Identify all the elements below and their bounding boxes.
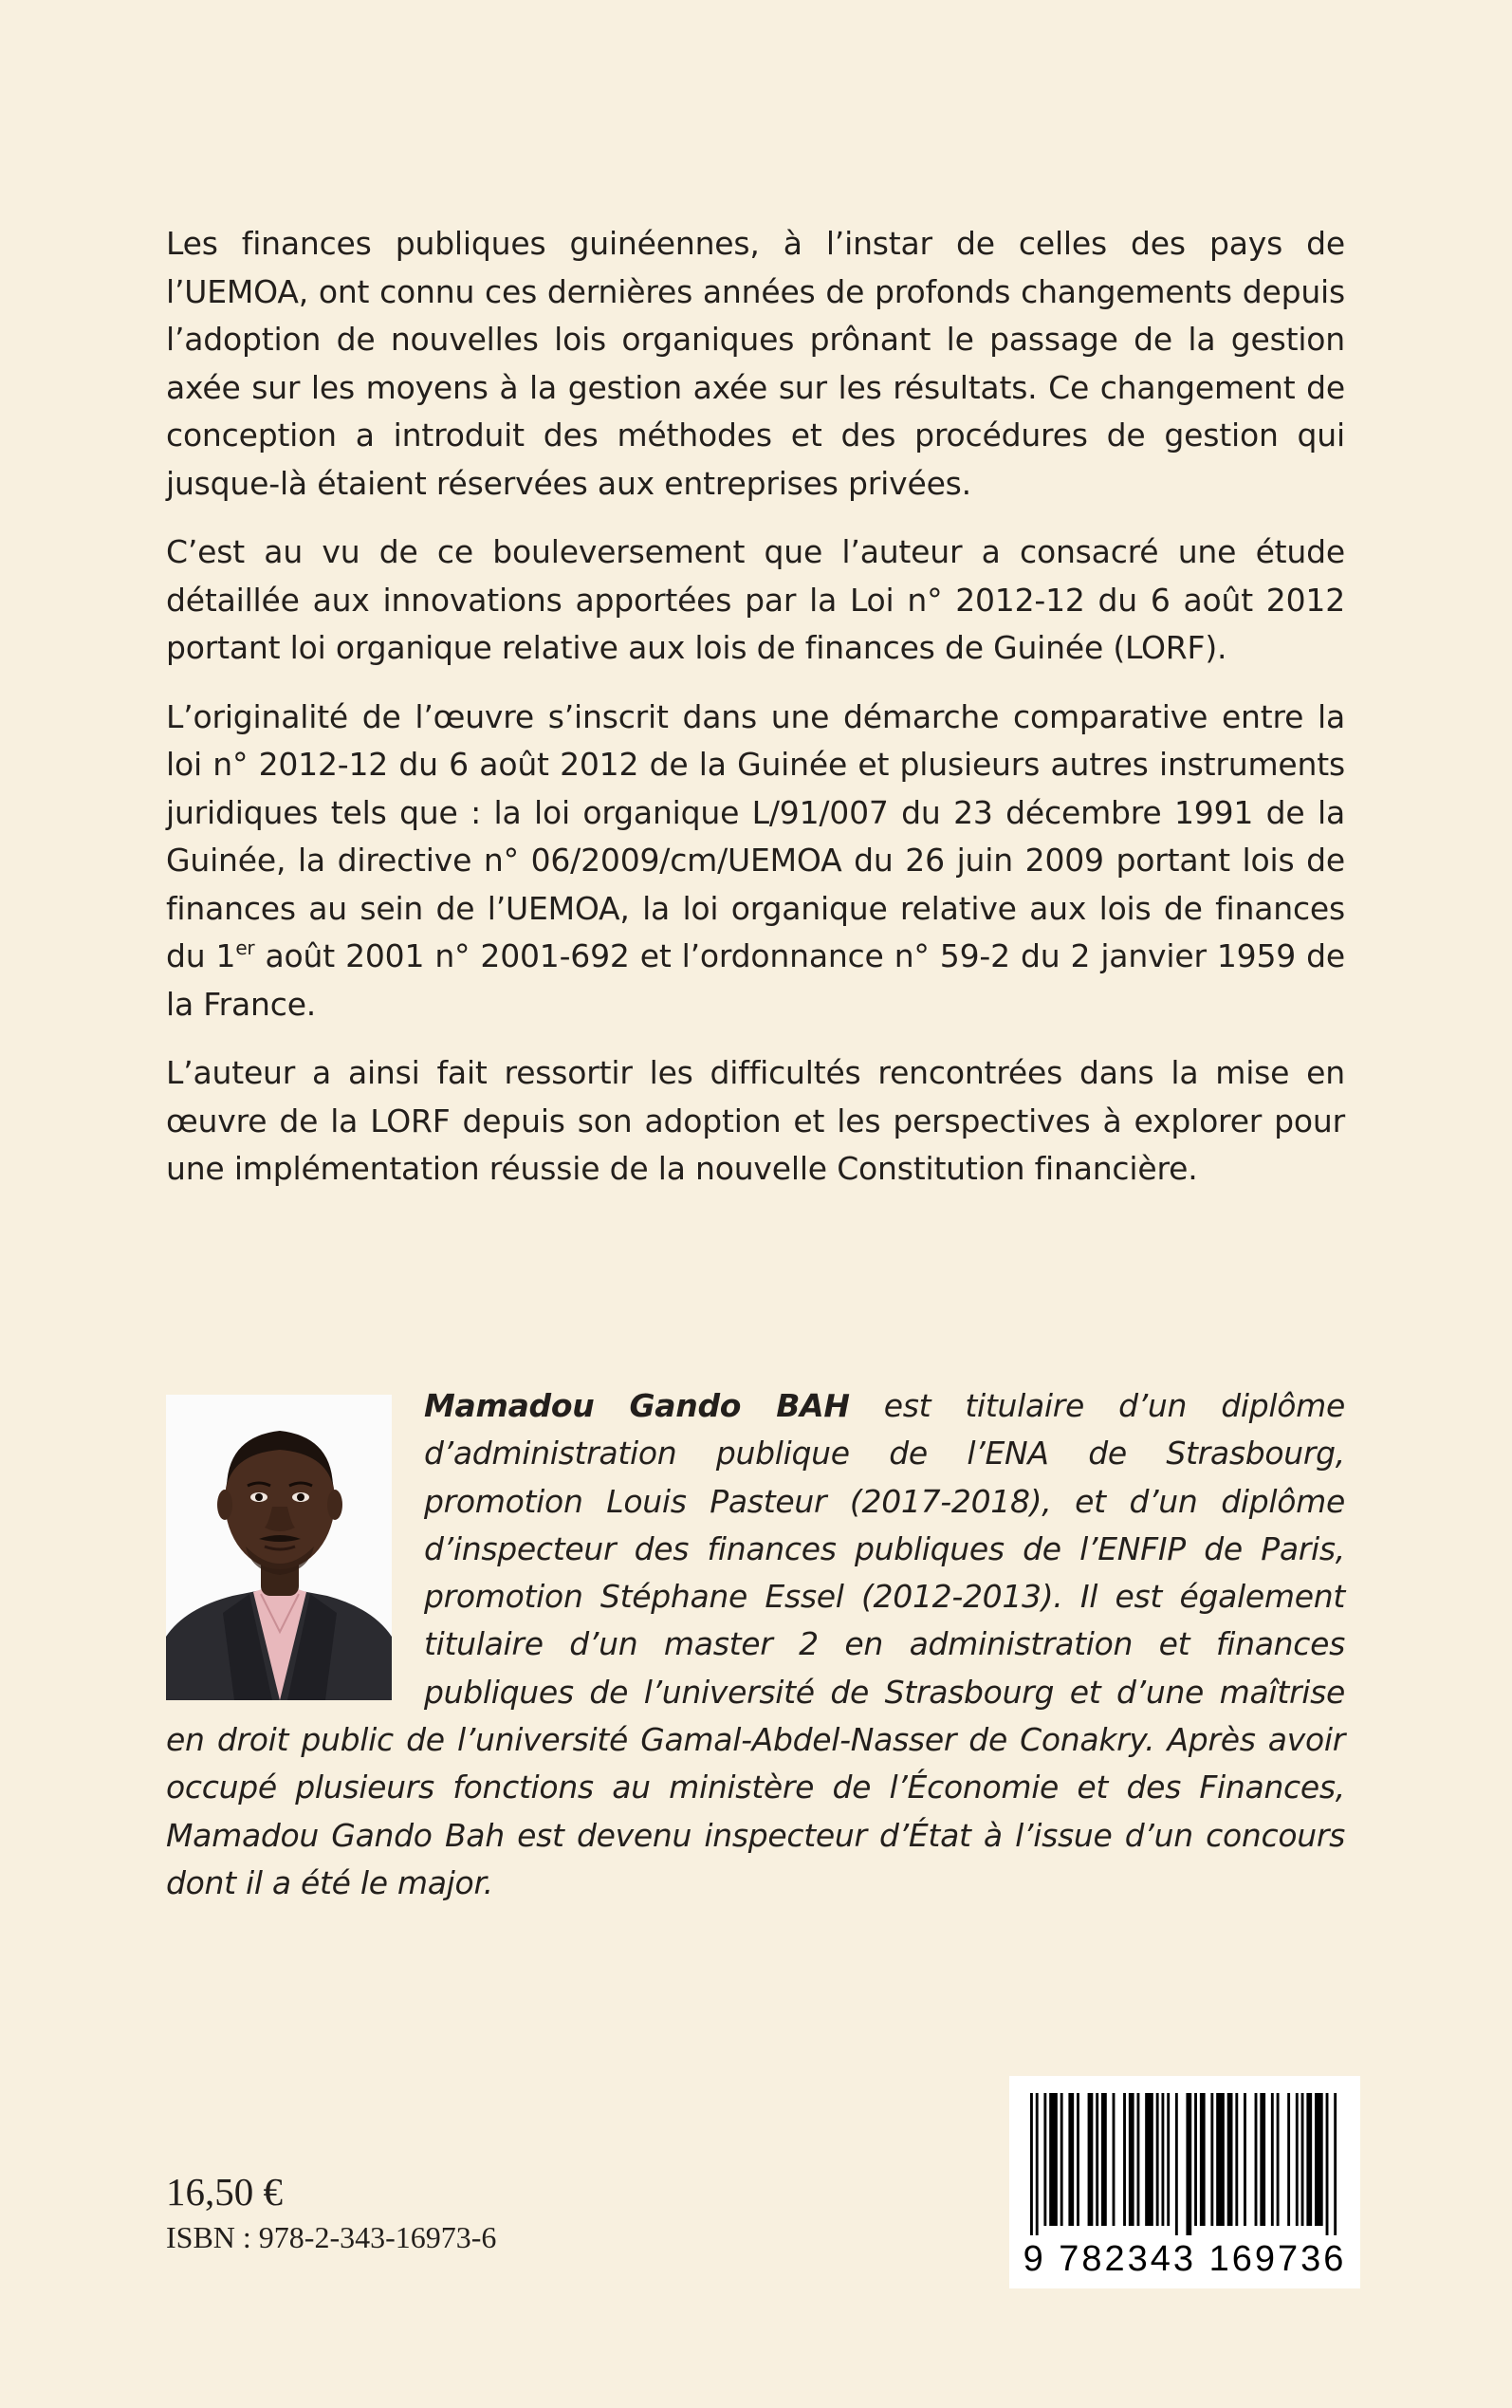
barcode-bar	[1216, 2093, 1225, 2226]
barcode-bar	[1306, 2093, 1312, 2226]
barcode-bar	[1049, 2093, 1058, 2226]
barcode-bar	[1301, 2093, 1304, 2226]
barcode-bar	[1200, 2093, 1206, 2226]
price: 16,50 €	[166, 2170, 283, 2214]
barcode-bar	[1077, 2093, 1079, 2226]
barcode-bar	[1194, 2093, 1197, 2226]
barcode-bar	[1101, 2093, 1107, 2226]
blurb-paragraph-3-text-a: L’originalité de l’œuvre s’inscrit dans une démarche comparative entre la loi n° 2012-12 du 6 août 2012 de la Guinée et plusieurs autres instruments juridiques tels que : la loi organique L/91/007 du 23 décembre 1991 de la Guinée, la directive n° 06/2009/cm/UEMOA du 26 juin 2009 portant lois de finances au sein de l’UEMOA, la loi organique relative aux lois de finances du 1	[166, 697, 1345, 974]
barcode-icon	[1030, 2093, 1339, 2235]
barcode-bar	[1315, 2093, 1323, 2226]
barcode-bar	[1244, 2093, 1246, 2226]
barcode-bar	[1088, 2093, 1094, 2226]
barcode-bar	[1260, 2093, 1265, 2226]
photo-spacer	[166, 1382, 424, 1714]
barcode-bar	[1129, 2093, 1134, 2226]
barcode-bar	[1235, 2093, 1238, 2226]
author-bio	[166, 1382, 1345, 1907]
barcode-bar	[1296, 2093, 1299, 2226]
blurb-paragraph-1: Les finances publiques guinéennes, à l’instar de celles des pays de l’UEMOA, ont connu ces dernières années de profonds changements depuis l’adoption de nouvelles lois organiques prônant le passage de la gestion axée sur les moyens à la gestion axée sur les résultats. Ce changement de conception a introduit des méthodes et des procédures de gestion qui jusque-là étaient réservées aux entreprises privées.	[166, 225, 1345, 502]
blurb-paragraph-3-text-b: août 2001 n° 2001-692 et l’ordonnance n° 59-2 du 2 janvier 1959 de la France.	[166, 937, 1345, 1023]
barcode-bar	[1271, 2093, 1274, 2226]
barcode-bar	[1287, 2093, 1290, 2226]
blurb-paragraph-3	[166, 694, 1345, 1029]
author-bio-text: est titulaire d’un diplôme d’administration publique de l’ENA de Strasbourg, promotion Louis Pasteur (2017-2018), et d’un diplôme d’inspecteur des finances publiques de l’ENFIP de Paris, promotion Stéphane Essel (2012-2013). Il est également titulaire d’un master 2 en administration et finances publiques de l’université de Strasbourg et d’une maîtrise en droit public de l’université Gamal-Abdel-Nasser de Conakry. Après avoir occupé plusieurs fonctions au ministère de l’Économie et des Finances, Mamadou Gando Bah est devenu inspecteur d’État à l’issue d’un concours dont il a été le major.	[166, 1387, 1345, 1901]
barcode-bar	[1060, 2093, 1063, 2226]
blurb-paragraph-4: L’auteur a ainsi fait ressortir les difficultés rencontrées dans la mise en œuvre de la LORF depuis son adoption et les perspectives à explorer pour une implémentation réussie de la nouvelle Constitution financière.	[166, 1054, 1345, 1187]
barcode-bar	[1277, 2093, 1280, 2226]
barcode-bar	[1334, 2093, 1337, 2235]
barcode-bar	[1113, 2093, 1116, 2226]
barcode-bar	[1227, 2093, 1233, 2226]
barcode-bar	[1326, 2093, 1329, 2235]
barcode-digits: 9 782343 169736	[1023, 2239, 1347, 2279]
barcode-bar	[1145, 2093, 1153, 2226]
barcode-bar	[1210, 2093, 1213, 2226]
barcode-bar	[1255, 2093, 1258, 2226]
barcode-bar	[1137, 2093, 1140, 2226]
superscript-er: er	[235, 936, 255, 959]
barcode-bar	[1030, 2093, 1033, 2235]
isbn: ISBN : 978-2-343-16973-6	[166, 2220, 497, 2254]
barcode-bar	[1167, 2093, 1170, 2226]
barcode-bar	[1036, 2093, 1039, 2235]
barcode-bar	[1156, 2093, 1159, 2226]
barcode-bar	[1123, 2093, 1126, 2226]
barcode-bar	[1096, 2093, 1098, 2226]
blurb-paragraph-2: C’est au vu de ce bouleversement que l’auteur a consacré une étude détaillée aux innovations apportées par la Loi n° 2012-12 du 6 août 2012 portant loi organique relative aux lois de finances de Guinée (LORF).	[166, 533, 1345, 666]
author-name: Mamadou Gando BAH	[424, 1387, 850, 1424]
barcode-bar	[1043, 2093, 1046, 2226]
back-cover-blurb	[166, 220, 1345, 1214]
barcode-bar	[1068, 2093, 1074, 2226]
barcode	[1009, 2076, 1360, 2288]
barcode-bar	[1161, 2093, 1164, 2226]
barcode-bar	[1186, 2093, 1191, 2235]
barcode-bar	[1175, 2093, 1178, 2235]
